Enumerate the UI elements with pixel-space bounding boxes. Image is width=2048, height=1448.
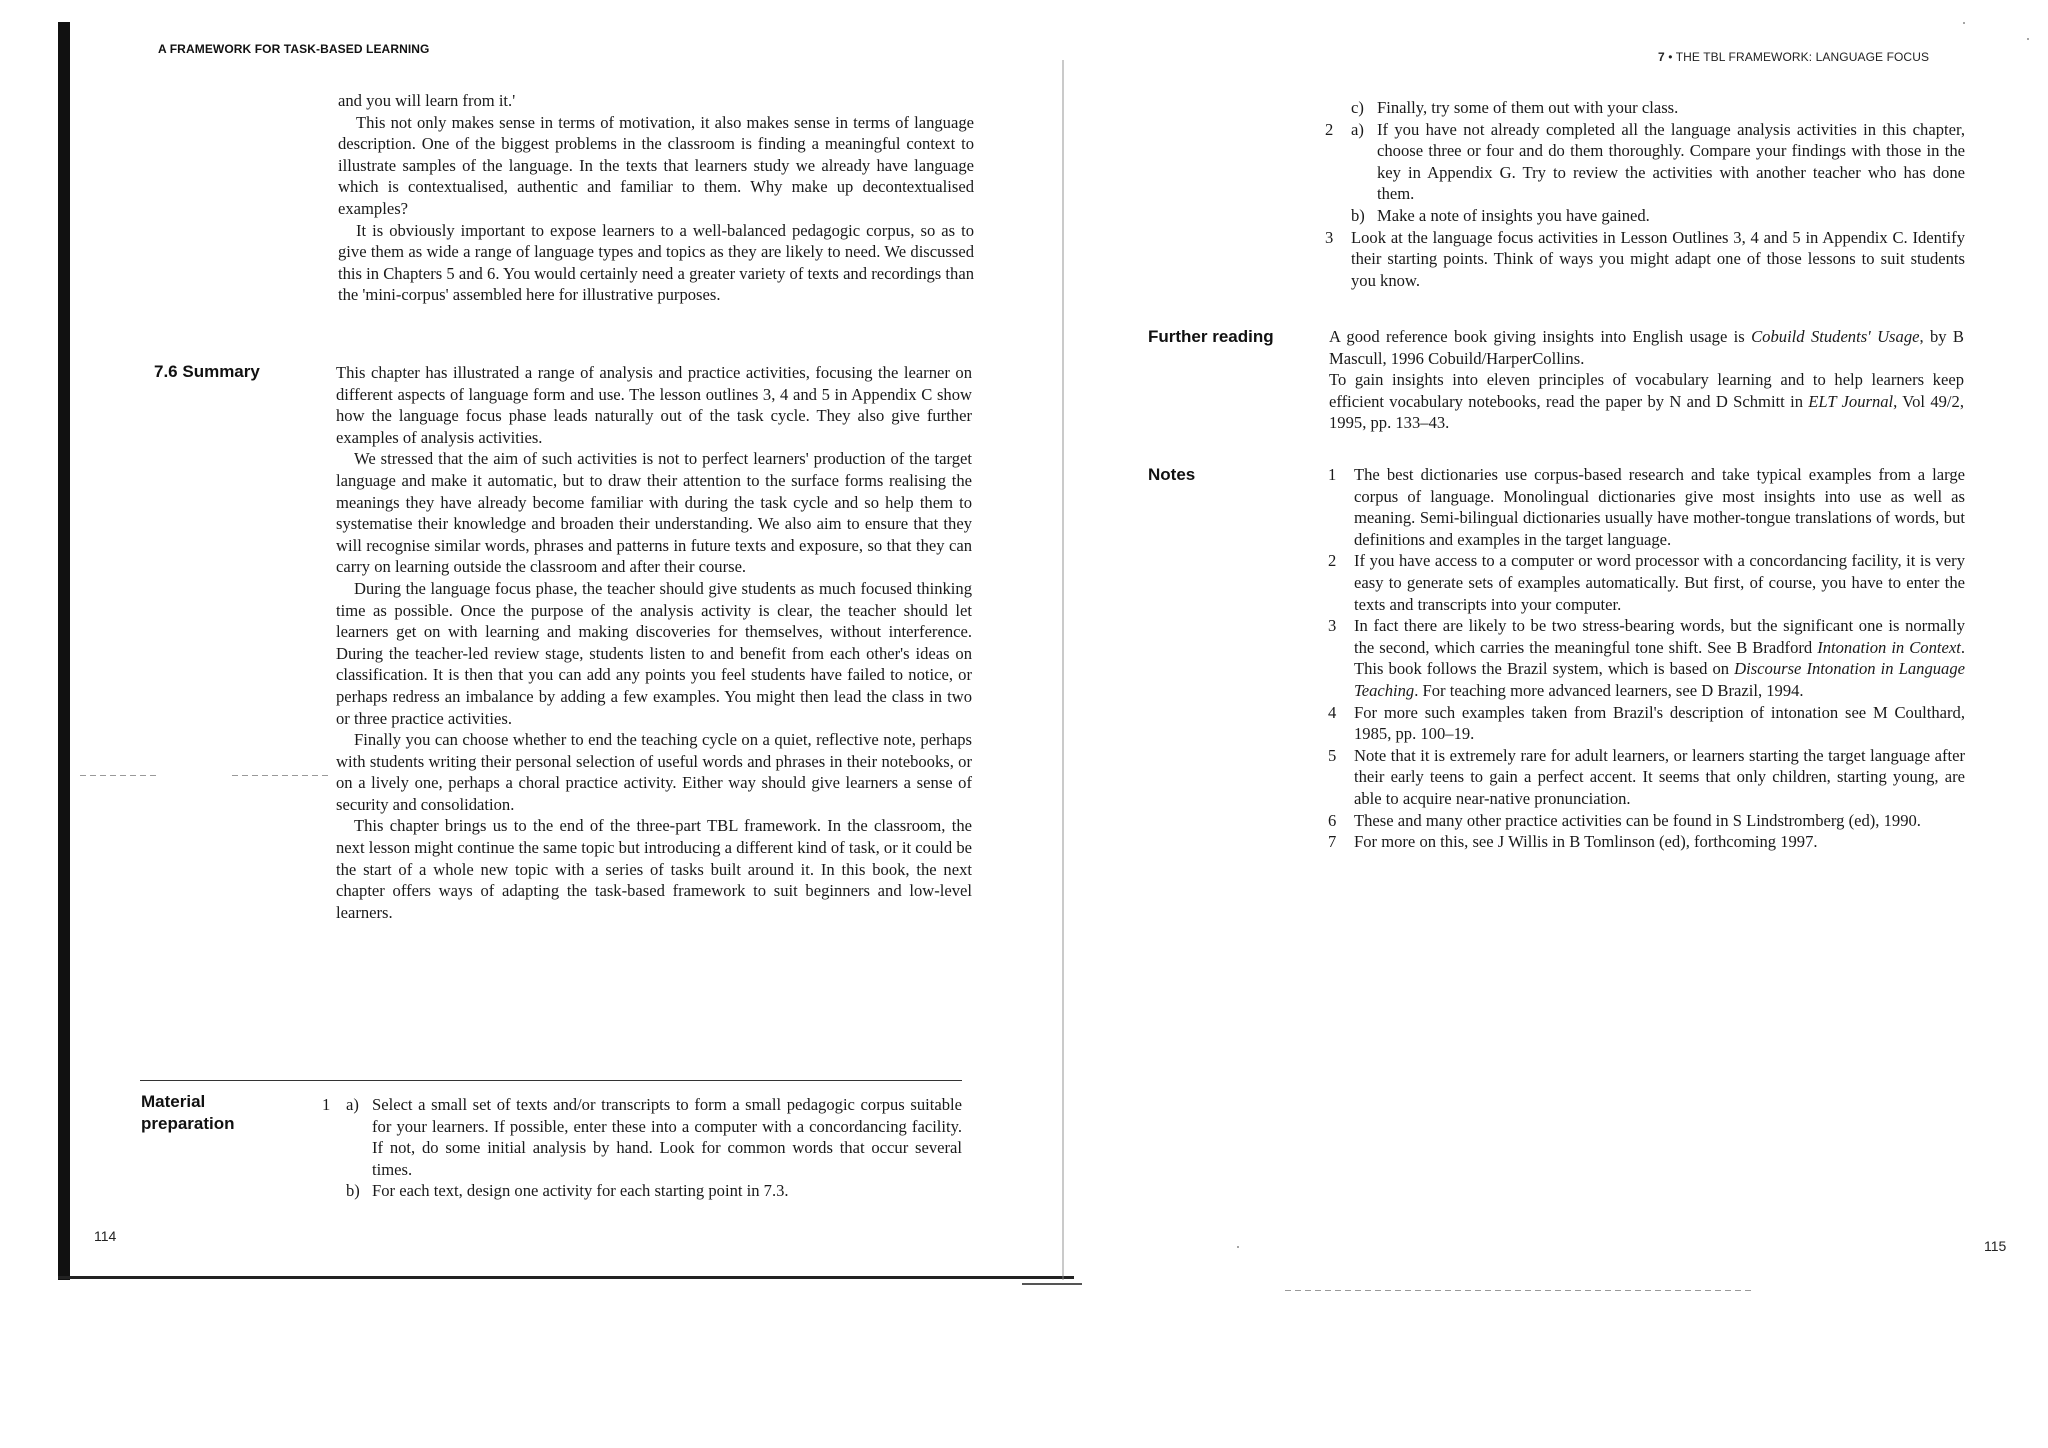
activity-3 [1325, 227, 1965, 292]
item-label: a) [346, 1095, 359, 1114]
gutter-line [1062, 60, 1064, 1280]
scan-speck [2027, 38, 2029, 40]
notes-heading: Notes [1148, 465, 1196, 484]
item-text: If you have not already completed all the language analysis activities in this chapter, choose three or four and do them thoroughly. Compare your findings with those in the key in Appendix G. Try to review the activities with another teacher who has done them. [1377, 119, 1965, 204]
bottom-rule [58, 1276, 1074, 1279]
intro-paragraph: and you will learn from it.' [338, 91, 516, 110]
item-number: 3 [1325, 227, 1334, 247]
notes-list [1328, 464, 1965, 853]
activity-1c [1351, 97, 1965, 119]
left-page [0, 0, 1075, 1290]
item-label: b) [1351, 205, 1365, 225]
chapter-title: THE TBL FRAMEWORK: LANGUAGE FOCUS [1675, 50, 1930, 64]
gutter-foot [1022, 1283, 1082, 1285]
item-number: 1 [322, 1095, 331, 1114]
activities-continued [1325, 97, 1965, 291]
running-head-right: 7 • THE TBL FRAMEWORK: LANGUAGE FOCUS [1658, 50, 1930, 64]
intro-text [338, 90, 974, 306]
item-label: a) [1351, 119, 1364, 139]
summary-paragraph: Finally you can choose whether to end the teaching cycle on a quiet, reflective note, perhaps with students writing their personal selection of useful words and phrases in their notebooks, or on a lively one, perhaps a choral practice activity. Either way should give learners a sense of security and consolidation. [336, 730, 972, 814]
further-reading-entry: A good reference book giving insights into English usage is Cobuild Students' Usage, by B Mascull, 1996 Cobuild/HarperCollins. [1329, 327, 1965, 368]
summary-paragraph: This chapter brings us to the end of the three-part TBL framework. In the classroom, the next lesson might continue the same topic but introducing a different kind of task, or it could be the start of a whole new topic with a series of tasks built around it. In this book, the next chapter offers ways of adapting the task-based framework to suit beginners and low-level learners. [336, 816, 972, 922]
item-text: Select a small set of texts and/or transcripts to form a small pedagogic corpus suitable for your learners. If possible, enter these into a computer with a concordancing facility. If not, do some initial analysis by hand. Look for common words that occur several times. [372, 1095, 962, 1179]
summary-text [336, 362, 972, 923]
further-reading-entry: To gain insights into eleven principles of vocabulary learning and to help learners keep efficient vocabulary notebooks, read the paper by N and D Schmitt in ELT Journal, Vol 49/2, 1995, pp. 133–43. [1329, 370, 1964, 433]
material-preparation-heading: Material preparation [141, 1092, 235, 1133]
further-reading-heading: Further reading [1148, 327, 1274, 346]
scan-mark [232, 775, 328, 776]
item-label: b) [346, 1181, 360, 1201]
summary-paragraph: We stressed that the aim of such activities is not to perfect learners' production of the target language and make it automatic, but to draw their attention to the surface forms realising the meanings they have already become familiar with during the task cycle and so help them to systematise their knowledge and broaden their understanding. We also aim to ensure that they will recognise similar words, phrases and patterns in future texts and exposure, so that they can carry on learning outside the classroom and after their course. [336, 449, 972, 577]
summary-heading: 7.6 Summary [154, 362, 260, 381]
item-label: c) [1351, 98, 1364, 117]
note-item: 3 In fact there are likely to be two stress-bearing words, but the significant one is normally the second, which carries the meaningful tone shift. See B Bradford Intonation in Context. This book follows the Brazil system, which is based on Discourse Intonation in Language Teaching. For teaching more advanced learners, see D Brazil, 1994. [1328, 616, 1965, 700]
item-text: Make a note of insights you have gained. [1377, 205, 1650, 225]
note-item: 2 If you have access to a computer or word processor with a concordancing facility, it is very easy to generate sets of examples automatically. But first, of course, you have to enter the texts and transcripts into your computer. [1328, 551, 1965, 614]
page-number-left: 114 [94, 1228, 117, 1244]
activity-2b [1351, 205, 1965, 227]
activity-2 [1325, 119, 1965, 227]
chapter-number: 7 [1658, 50, 1665, 64]
scan-mark [1285, 1290, 1755, 1291]
item-text: Look at the language focus activities in Lesson Outlines 3, 4 and 5 in Appendix C. Identify their starting points. Think of ways you might adapt one of those lessons to suit students you know. [1351, 227, 1965, 290]
scan-speck [1237, 1246, 1239, 1248]
item-number: 2 [1325, 119, 1334, 139]
spine-bar [58, 22, 70, 1280]
note-item: 4 For more such examples taken from Brazil's description of intonation see M Coulthard, 1985, pp. 100–19. [1328, 702, 1965, 744]
summary-paragraph: This chapter has illustrated a range of analysis and practice activities, focusing the learner on different aspects of language form and use. The lesson outlines 3, 4 and 5 in Appendix C show how the language focus phase leads naturally out of the task cycle. They also give further examples of analysis activities. [336, 363, 972, 447]
further-reading-text [1329, 326, 1964, 434]
page-number-right: 115 [1984, 1238, 2007, 1254]
note-item: 6 These and many other practice activities can be found in S Lindstromberg (ed), 1990. [1328, 810, 1921, 830]
material-preparation-list [322, 1094, 962, 1202]
intro-paragraph: It is obviously important to expose learners to a well-balanced pedagogic corpus, so as to give them as wide a range of language types and topics as they are likely to need. We discussed this in Chapters 5 and 6. You would certainly need a greater variety of texts and recordings than the 'mini-corpus' assembled here for illustrative purposes. [338, 220, 974, 305]
note-item: 7 For more on this, see J Willis in B Tomlinson (ed), forthcoming 1997. [1328, 832, 1818, 852]
right-page [1075, 0, 2048, 1290]
item-text: Finally, try some of them out with your class. [1377, 98, 1679, 117]
summary-paragraph: During the language focus phase, the teacher should give students as much focused thinking time as possible. Once the purpose of the analysis activity is clear, the teacher should let learners get on with learning and making discoveries for themselves, without interference. During the teacher-led review stage, students listen to and benefit from each other's ideas on classification. It is then that you can add any points you feel students have failed to notice, or perhaps redress an imbalance by adding a few examples. You might then lead the class in two or three practice activities. [336, 578, 972, 728]
running-head-left: A FRAMEWORK FOR TASK-BASED LEARNING [158, 42, 430, 56]
note-item: 5 Note that it is extremely rare for adult learners, or learners starting the target language after their early teens to gain a perfect accent. It seems that only children, starting young, are able to acquire near-native pronunciation. [1328, 745, 1965, 808]
material-item-b [346, 1180, 962, 1202]
material-item-a [346, 1094, 962, 1180]
item-text: For each text, design one activity for each starting point in 7.3. [372, 1181, 789, 1201]
activity-2a [1351, 119, 1965, 205]
scan-speck [1963, 22, 1965, 24]
intro-paragraph: This not only makes sense in terms of motivation, it also makes sense in terms of language description. One of the biggest problems in the classroom is finding a meaningful context to illustrate samples of the language. In the texts that learners study we already have language which is contextualised, authentic and familiar to them. Why make up decontextualised examples? [338, 112, 974, 218]
scan-mark [80, 775, 158, 776]
note-item: 1 The best dictionaries use corpus-based research and take typical examples from a large corpus of language. Monolingual dictionaries give most insights into use as well as meaning. Semi-bilingual dictionaries usually have mother-tongue translations of words, but definitions and examples in the target language. [1328, 465, 1965, 549]
section-divider [140, 1080, 962, 1081]
